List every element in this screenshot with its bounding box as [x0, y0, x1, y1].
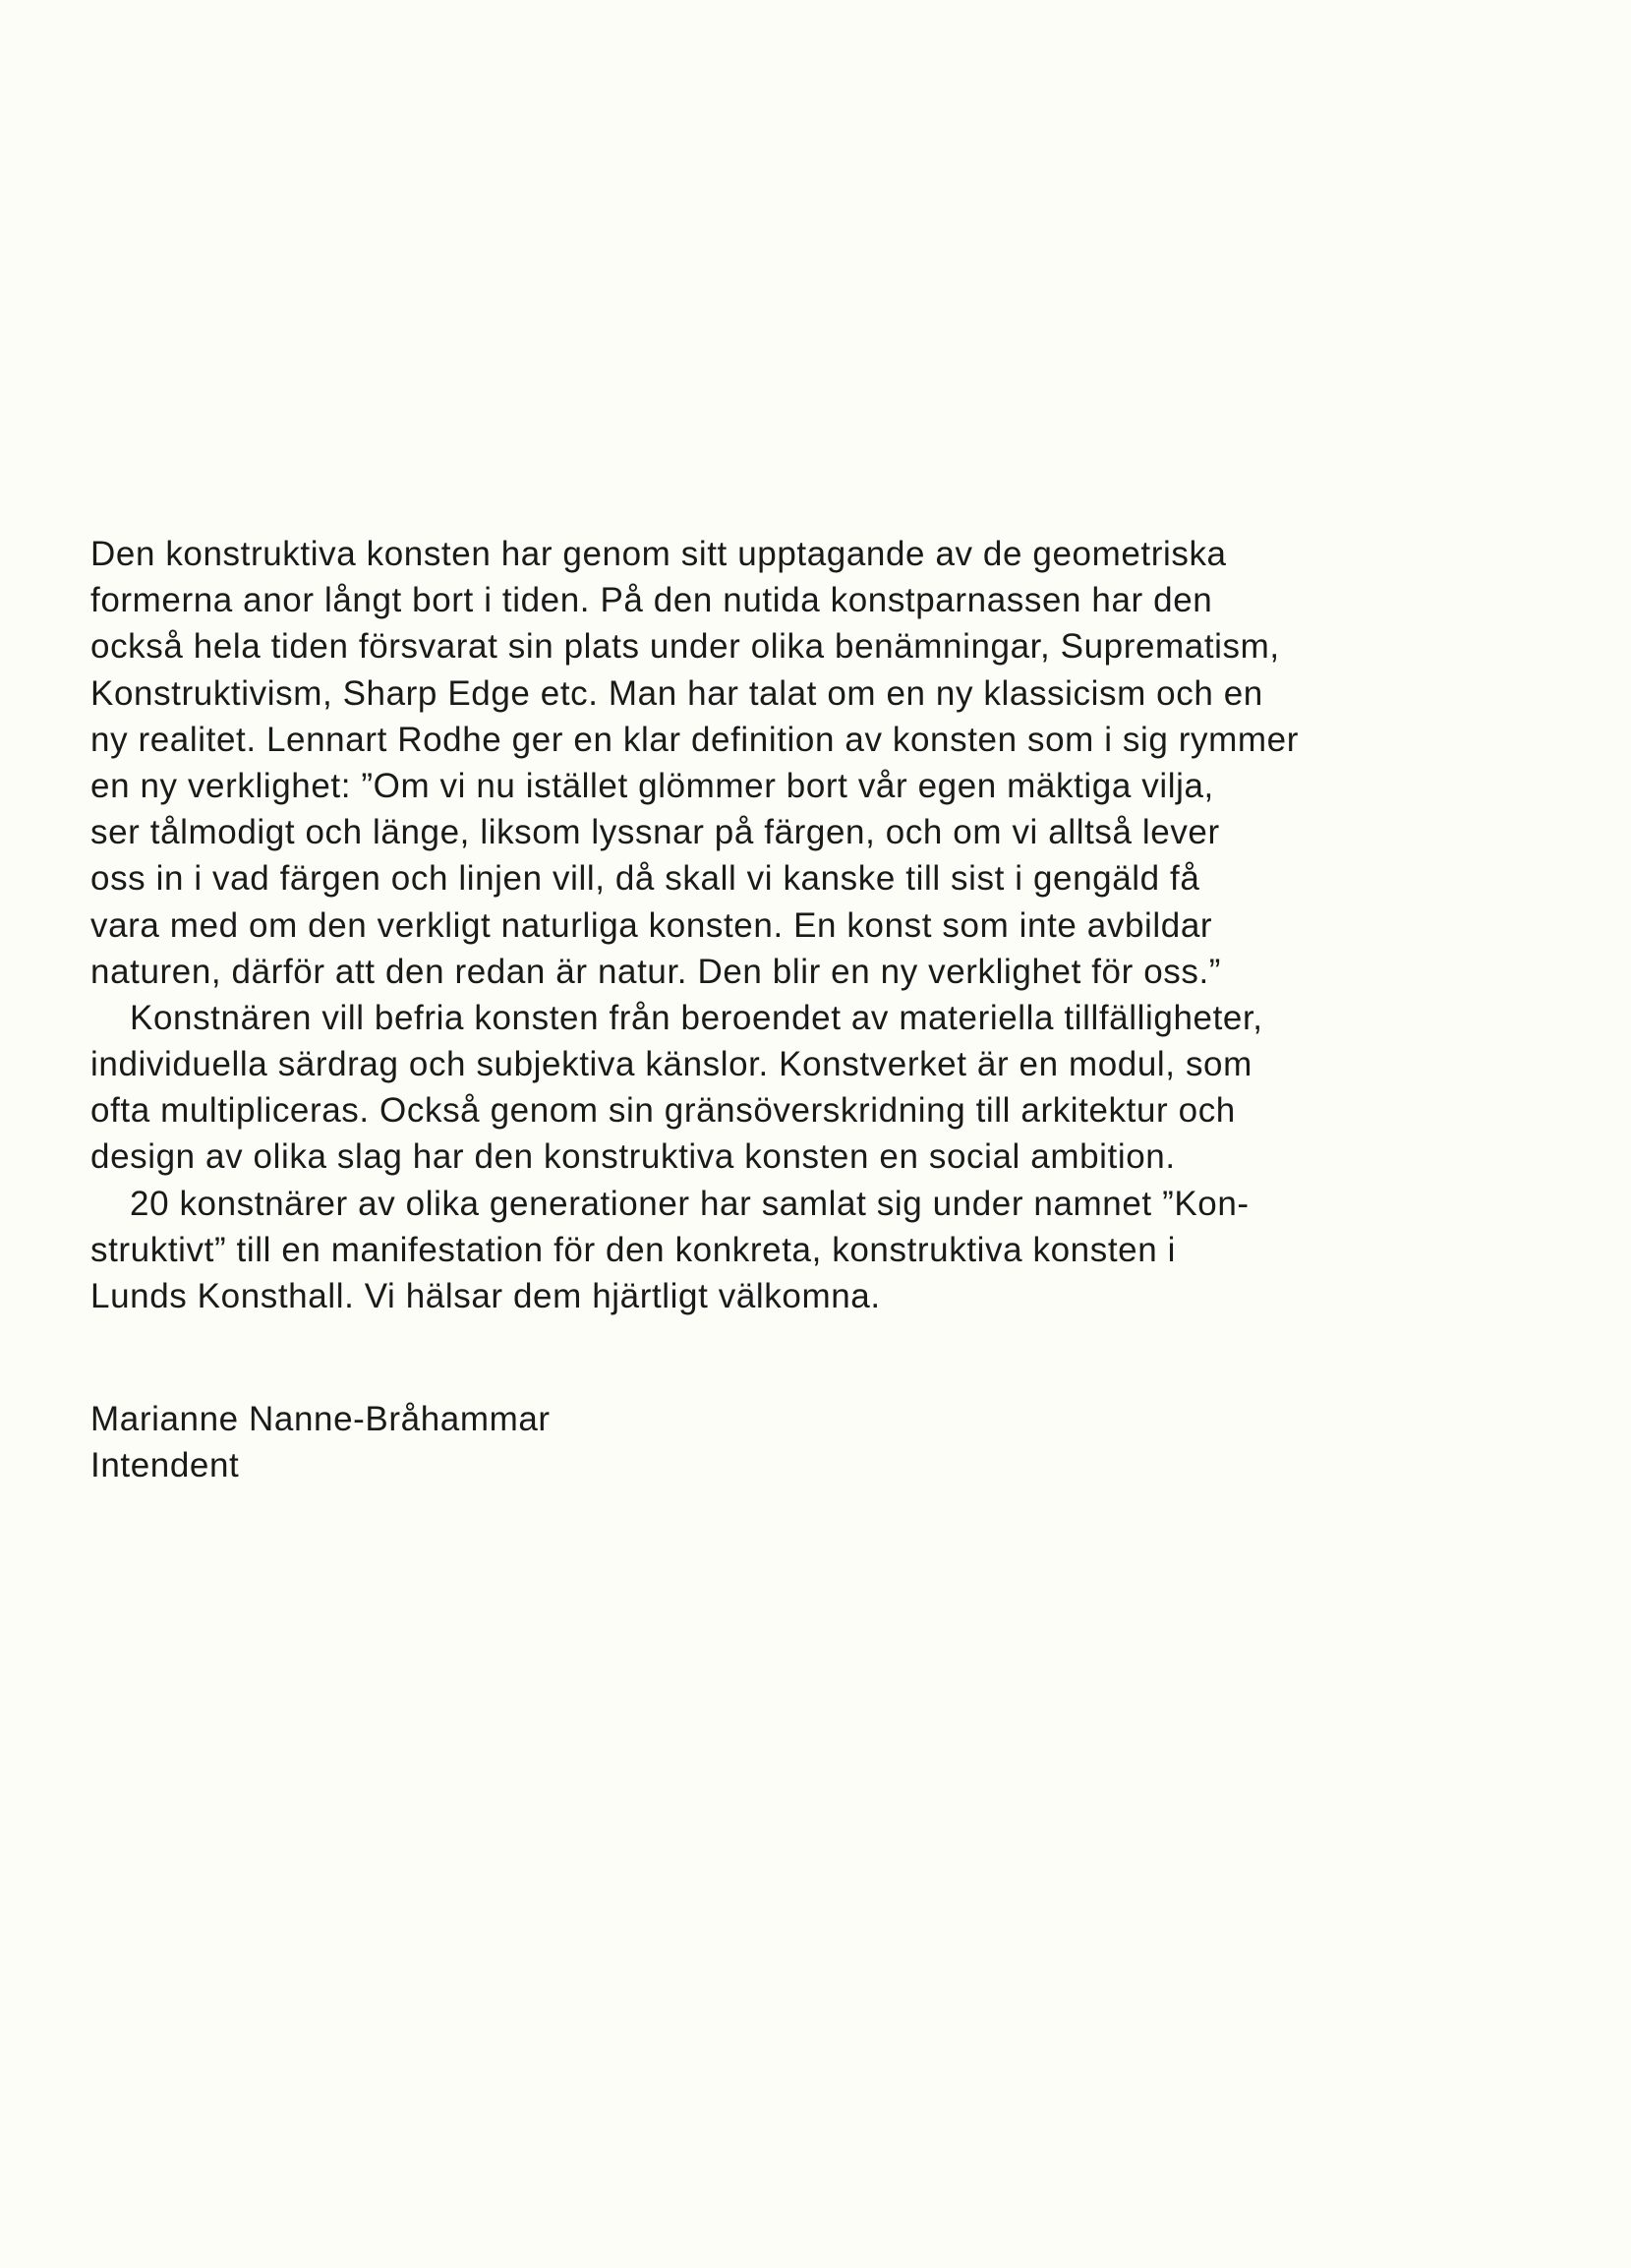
text-line: ser tålmodigt och länge, liksom lyssnar på färgen, och om vi alltså lever: [90, 813, 1220, 852]
text-line: 20 konstnärer av olika generationer har samlat sig under namnet ”Kon-: [130, 1184, 1250, 1223]
text-line: en ny verklighet: ”Om vi nu istället glömmer bort vår egen mäktiga vilja,: [90, 766, 1214, 805]
text-line: oss in i vad färgen och linjen vill, då skall vi kanske till sist i gengäld få: [90, 859, 1200, 899]
body-text: [90, 531, 1536, 1319]
signature-block: [90, 1396, 551, 1488]
text-line: också hela tiden försvarat sin plats under olika benämningar, Suprematism,: [90, 627, 1280, 667]
text-line: struktivt” till en manifestation för den konkreta, konstruktiva konsten i: [90, 1230, 1177, 1269]
text-line: Den konstruktiva konsten har genom sitt upptagande av de geometriska: [90, 535, 1227, 573]
text-line: design av olika slag har den konstruktiva konsten en social ambition.: [90, 1137, 1176, 1177]
signature-title: Intendent: [90, 1446, 240, 1484]
signature-name: Marianne Nanne-Bråhammar: [90, 1400, 551, 1438]
text-line: individuella särdrag och subjektiva känslor. Konstverket är en modul, som: [90, 1045, 1252, 1084]
text-line: ofta multipliceras. Också genom sin gränsöverskridning till arkitektur och: [90, 1091, 1236, 1131]
text-line: Lunds Konsthall. Vi hälsar dem hjärtligt välkomna.: [90, 1277, 881, 1315]
text-line: ny realitet. Lennart Rodhe ger en klar definition av konsten som i sig rymmer: [90, 720, 1299, 759]
text-line: vara med om den verkligt naturliga konsten. En konst som inte avbildar: [90, 905, 1213, 945]
text-line: Konstnären vill befria konsten från beroendet av materiella tillfälligheter,: [130, 998, 1263, 1037]
text-line: naturen, därför att den redan är natur. Den blir en ny verklighet för oss.”: [90, 952, 1222, 991]
text-line: formerna anor långt bort i tiden. På den nutida konstparnassen har den: [90, 581, 1213, 620]
text-line: Konstruktivism, Sharp Edge etc. Man har talat om en ny klassicism och en: [90, 673, 1263, 713]
